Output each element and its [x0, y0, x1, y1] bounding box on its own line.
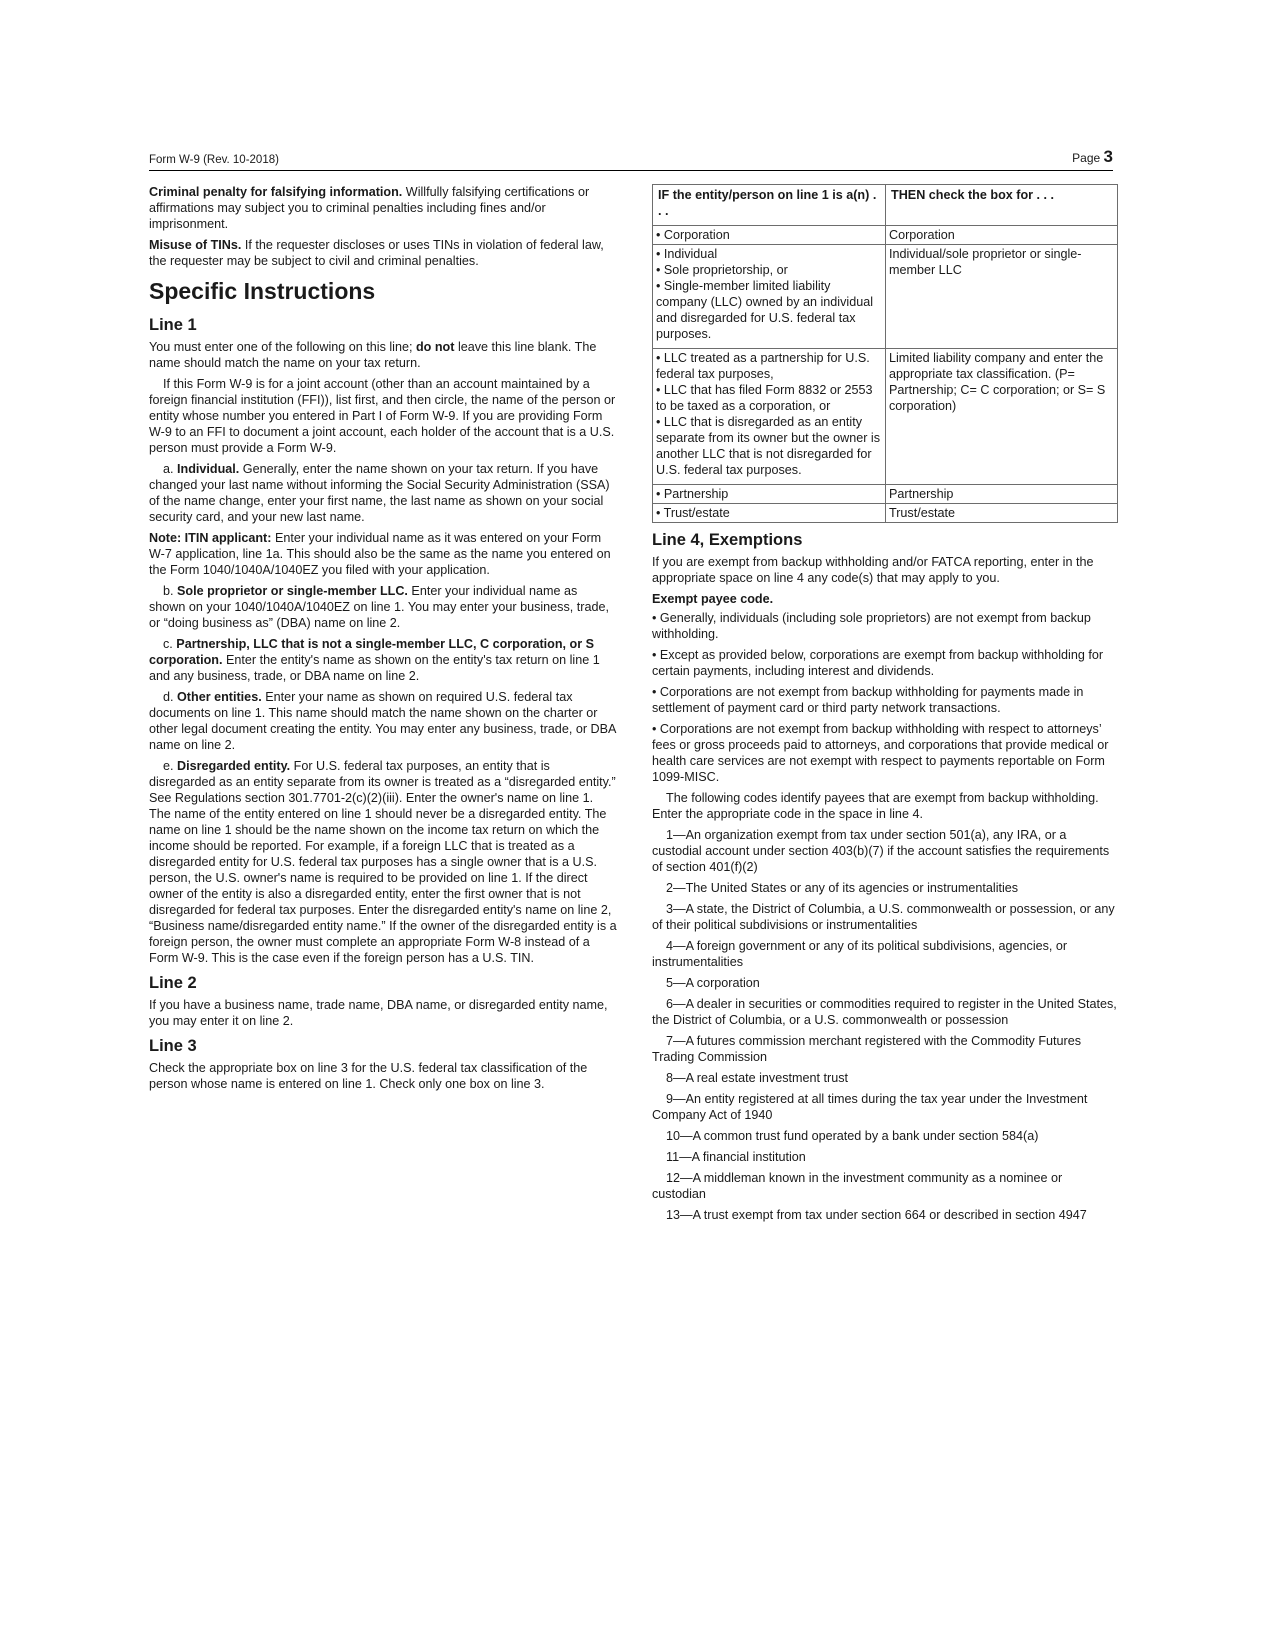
line4-paragraph: If you are exempt from backup withholding and/or FATCA reporting, enter in the appropriate space on line 4 any code(s) that may apply to you.	[652, 555, 1094, 585]
page-label: Page	[1072, 151, 1101, 165]
item-d-text: Enter your name as shown on required U.S. federal tax documents on line 1. This name should match the name shown on the charter or other legal document creating the entity. You may enter any business, trade, or DBA name on line 2.	[149, 690, 616, 752]
note-itin-lead: Note: ITIN applicant:	[149, 531, 272, 545]
exempt-code-item: 5—A corporation	[666, 976, 760, 990]
table-row	[653, 245, 1118, 349]
form-revision: Form W-9 (Rev. 10-2018)	[149, 154, 279, 166]
table-row	[653, 349, 1118, 485]
exempt-code-item: 12—A middleman known in the investment community as a nominee or custodian	[652, 1171, 1063, 1201]
page-indicator	[1072, 147, 1113, 167]
item-d-title: Other entities.	[177, 690, 262, 704]
table-row	[653, 504, 1118, 523]
item-b-sole-proprietor	[149, 583, 617, 631]
line1-text-a: You must enter one of the following on this line;	[149, 340, 416, 354]
exempt-code-item: 10—A common trust fund operated by a bank under section 584(a)	[666, 1129, 1039, 1143]
exempt-code-item: 9—An entity registered at all times during the tax year under the Investment Company Act of 1940	[652, 1092, 1088, 1122]
item-a-title: Individual.	[177, 462, 240, 476]
item-c-partnership	[149, 636, 617, 684]
specific-instructions-heading: Specific Instructions	[149, 278, 376, 304]
entity-bullet-item: • Corporation	[656, 228, 730, 242]
exempt-code-item: 13—A trust exempt from tax under section 664 or described in section 4947	[666, 1208, 1087, 1222]
item-e-title: Disregarded entity.	[177, 759, 291, 773]
line1-text-b: leave this line blank. The name should match the name on your tax return.	[149, 340, 597, 370]
line1-do-not: do not	[415, 340, 455, 354]
right-column	[652, 184, 1118, 1228]
item-c-text: Enter the entity's name as shown on the entity's tax return on line 1 and any business, trade, or DBA name on line 2.	[149, 653, 600, 683]
table-row	[653, 485, 1118, 504]
note-itin-paragraph	[149, 530, 617, 578]
item-c-prefix: c.	[163, 637, 177, 651]
entity-bullet-item: • LLC treated as a partnership for U.S. federal tax purposes,	[656, 351, 870, 381]
item-a-individual	[149, 461, 617, 525]
exempt-code-item: 6—A dealer in securities or commodities required to register in the United States, the District of Columbia, or a U.S. commonwealth or possession	[652, 997, 1117, 1027]
table-header-entity: IF the entity/person on line 1 is a(n) . . .	[653, 185, 886, 226]
line2-heading: Line 2	[149, 974, 197, 992]
page-number: 3	[1103, 147, 1113, 166]
note-itin-text: Enter your individual name as it was entered on your Form W-7 application, line 1a. This should also be the same as the name you entered on the Form 1040/1040A/1040EZ you filed with your application.	[149, 531, 611, 577]
entity-cell	[653, 349, 886, 485]
entity-cell	[653, 485, 886, 504]
exempt-bullet-item: • Except as provided below, corporations are exempt from backup withholding for certain payments, including interest and dividends.	[652, 648, 1104, 678]
exempt-codes-list	[652, 827, 1118, 1223]
entity-bullet-item: • Individual	[656, 247, 718, 261]
table-body	[653, 226, 1118, 523]
page-header	[149, 148, 1113, 171]
criminal-penalty-paragraph	[149, 184, 617, 232]
exempt-bullet-item: • Generally, individuals (including sole proprietors) are not exempt from backup withholding.	[652, 611, 1091, 641]
entity-bullet-item: • Partnership	[656, 487, 729, 501]
exempt-code-item: 11—A financial institution	[666, 1150, 806, 1164]
exempt-code-item: 2—The United States or any of its agencies or instrumentalities	[666, 881, 1019, 895]
misuse-tins-lead: Misuse of TINs.	[149, 238, 242, 252]
checkbox-cell: Corporation	[886, 226, 1118, 245]
checkbox-cell: Limited liability company and enter the appropriate tax classification. (P= Partnership; C= C corporation; or S= S corporation)	[886, 349, 1118, 485]
item-b-prefix: b.	[163, 584, 178, 598]
exempt-code-item: 4—A foreign government or any of its political subdivisions, agencies, or instrumentalities	[652, 939, 1068, 969]
line4-heading: Line 4, Exemptions	[652, 531, 803, 549]
line2-paragraph: If you have a business name, trade name, DBA name, or disregarded entity name, you may enter it on line 2.	[149, 998, 608, 1028]
exempt-bullet-item: • Corporations are not exempt from backup withholding with respect to attorneys’ fees or gross proceeds paid to attorneys, and corporations that provide medical or health care services are not exempt with respect to payments reportable on Form 1099-MISC.	[652, 722, 1109, 784]
criminal-penalty-lead: Criminal penalty for falsifying information.	[149, 185, 403, 199]
entity-cell	[653, 504, 886, 523]
table-header-checkbox: THEN check the box for . . .	[886, 185, 1118, 226]
item-a-text: Generally, enter the name shown on your tax return. If you have changed your last name without informing the Social Security Administration (SSA) of the name change, enter your first name, the last name as shown on your social security card, and your new last name.	[149, 462, 610, 524]
misuse-tins-text: If the requester discloses or uses TINs in violation of federal law, the requester may be subject to civil and criminal penalties.	[149, 238, 604, 268]
table-row	[653, 226, 1118, 245]
item-d-prefix: d.	[163, 690, 178, 704]
item-a-prefix: a.	[163, 462, 178, 476]
entity-bullet-item: • LLC that has filed Form 8832 or 2553 to be taxed as a corporation, or	[656, 383, 873, 413]
table-header-row	[653, 185, 1118, 226]
joint-account-paragraph: If this Form W-9 is for a joint account (other than an account maintained by a foreign financial institution (FFI)), list first, and then circle, the name of the person or entity whose number you entered in Part I of Form W-9. If you are providing Form W-9 to an FFI to document a joint account, each holder of the account that is a U.S. person must provide a Form W-9.	[149, 377, 616, 455]
exempt-payee-code-heading: Exempt payee code.	[652, 592, 774, 606]
item-e-prefix: e.	[163, 759, 178, 773]
line3-heading: Line 3	[149, 1037, 197, 1055]
item-e-disregarded-entity	[149, 758, 617, 966]
item-c-title: Partnership, LLC that is not a single-member LLC, C corporation, or S corporation.	[149, 637, 595, 667]
checkbox-cell: Trust/estate	[886, 504, 1118, 523]
exempt-bullet-item: • Corporations are not exempt from backup withholding for payments made in settlement of payment card or third party network transactions.	[652, 685, 1084, 715]
exempt-code-item: 3—A state, the District of Columbia, a U.S. commonwealth or possession, or any of their political subdivisions or instrumentalities	[652, 902, 1115, 932]
line1-heading: Line 1	[149, 316, 197, 334]
entity-cell	[653, 226, 886, 245]
exempt-code-item: 8—A real estate investment trust	[666, 1071, 848, 1085]
entity-bullet-item: • Single-member limited liability company (LLC) owned by an individual and disregarded for U.S. federal tax purposes.	[656, 279, 874, 341]
line3-paragraph: Check the appropriate box on line 3 for the U.S. federal tax classification of the person whose name is entered on line 1. Check only one box on line 3.	[149, 1061, 588, 1091]
checkbox-cell: Partnership	[886, 485, 1118, 504]
entity-cell	[653, 245, 886, 349]
misuse-tins-paragraph	[149, 237, 617, 269]
tax-classification-table	[652, 184, 1118, 523]
line1-paragraph	[149, 339, 617, 371]
item-b-text: Enter your individual name as shown on your 1040/1040A/1040EZ on line 1. You may enter your business, trade, or “doing business as” (DBA) name on line 2.	[149, 584, 609, 630]
item-b-title: Sole proprietor or single-member LLC.	[177, 584, 408, 598]
item-e-text: For U.S. federal tax purposes, an entity that is disregarded as an entity separate from its owner is treated as a “disregarded entity.” See Regulations section 301.7701-2(c)(2)(iii). Enter the owner's name on line 1. The name of the entity entered on line 1 should never be a disregarded entity. The name on line 1 should be the name shown on the income tax return on which the income should be reported. For example, if a foreign LLC that is treated as a disregarded entity for U.S. federal tax purposes has a single owner that is a U.S. person, the U.S. owner's name is required to be provided on line 1. If the direct owner of the entity is also a disregarded entity, enter the first owner that is not disregarded for federal tax purposes. Enter the disregarded entity's name on line 2, “Business name/disregarded entity name.” If the owner of the disregarded entity is a foreign person, the owner must complete an appropriate Form W-8 instead of a Form W-9. This is the case even if the foreign person has a U.S. TIN.	[149, 759, 617, 965]
checkbox-cell: Individual/sole proprietor or single-member LLC	[886, 245, 1118, 349]
criminal-penalty-text: Willfully falsifying certifications or affirmations may subject you to criminal penalties including fines and/or imprisonment.	[149, 185, 590, 231]
left-column	[149, 184, 617, 1097]
exempt-code-item: 7—A futures commission merchant registered with the Commodity Futures Trading Commission	[652, 1034, 1082, 1064]
entity-bullet-item: • Trust/estate	[656, 506, 730, 520]
entity-bullet-item: • LLC that is disregarded as an entity separate from its owner but the owner is another LLC that is not disregarded for U.S. federal tax purposes.	[656, 415, 880, 477]
item-d-other-entities	[149, 689, 617, 753]
codes-intro-paragraph: The following codes identify payees that are exempt from backup withholding. Enter the appropriate code in the space in line 4.	[652, 791, 1099, 821]
entity-bullet-item: • Sole proprietorship, or	[656, 263, 788, 277]
exempt-bullets	[652, 610, 1118, 785]
exempt-code-item: 1—An organization exempt from tax under section 501(a), any IRA, or a custodial account under section 403(b)(7) if the account satisfies the requirements of section 401(f)(2)	[652, 828, 1110, 874]
